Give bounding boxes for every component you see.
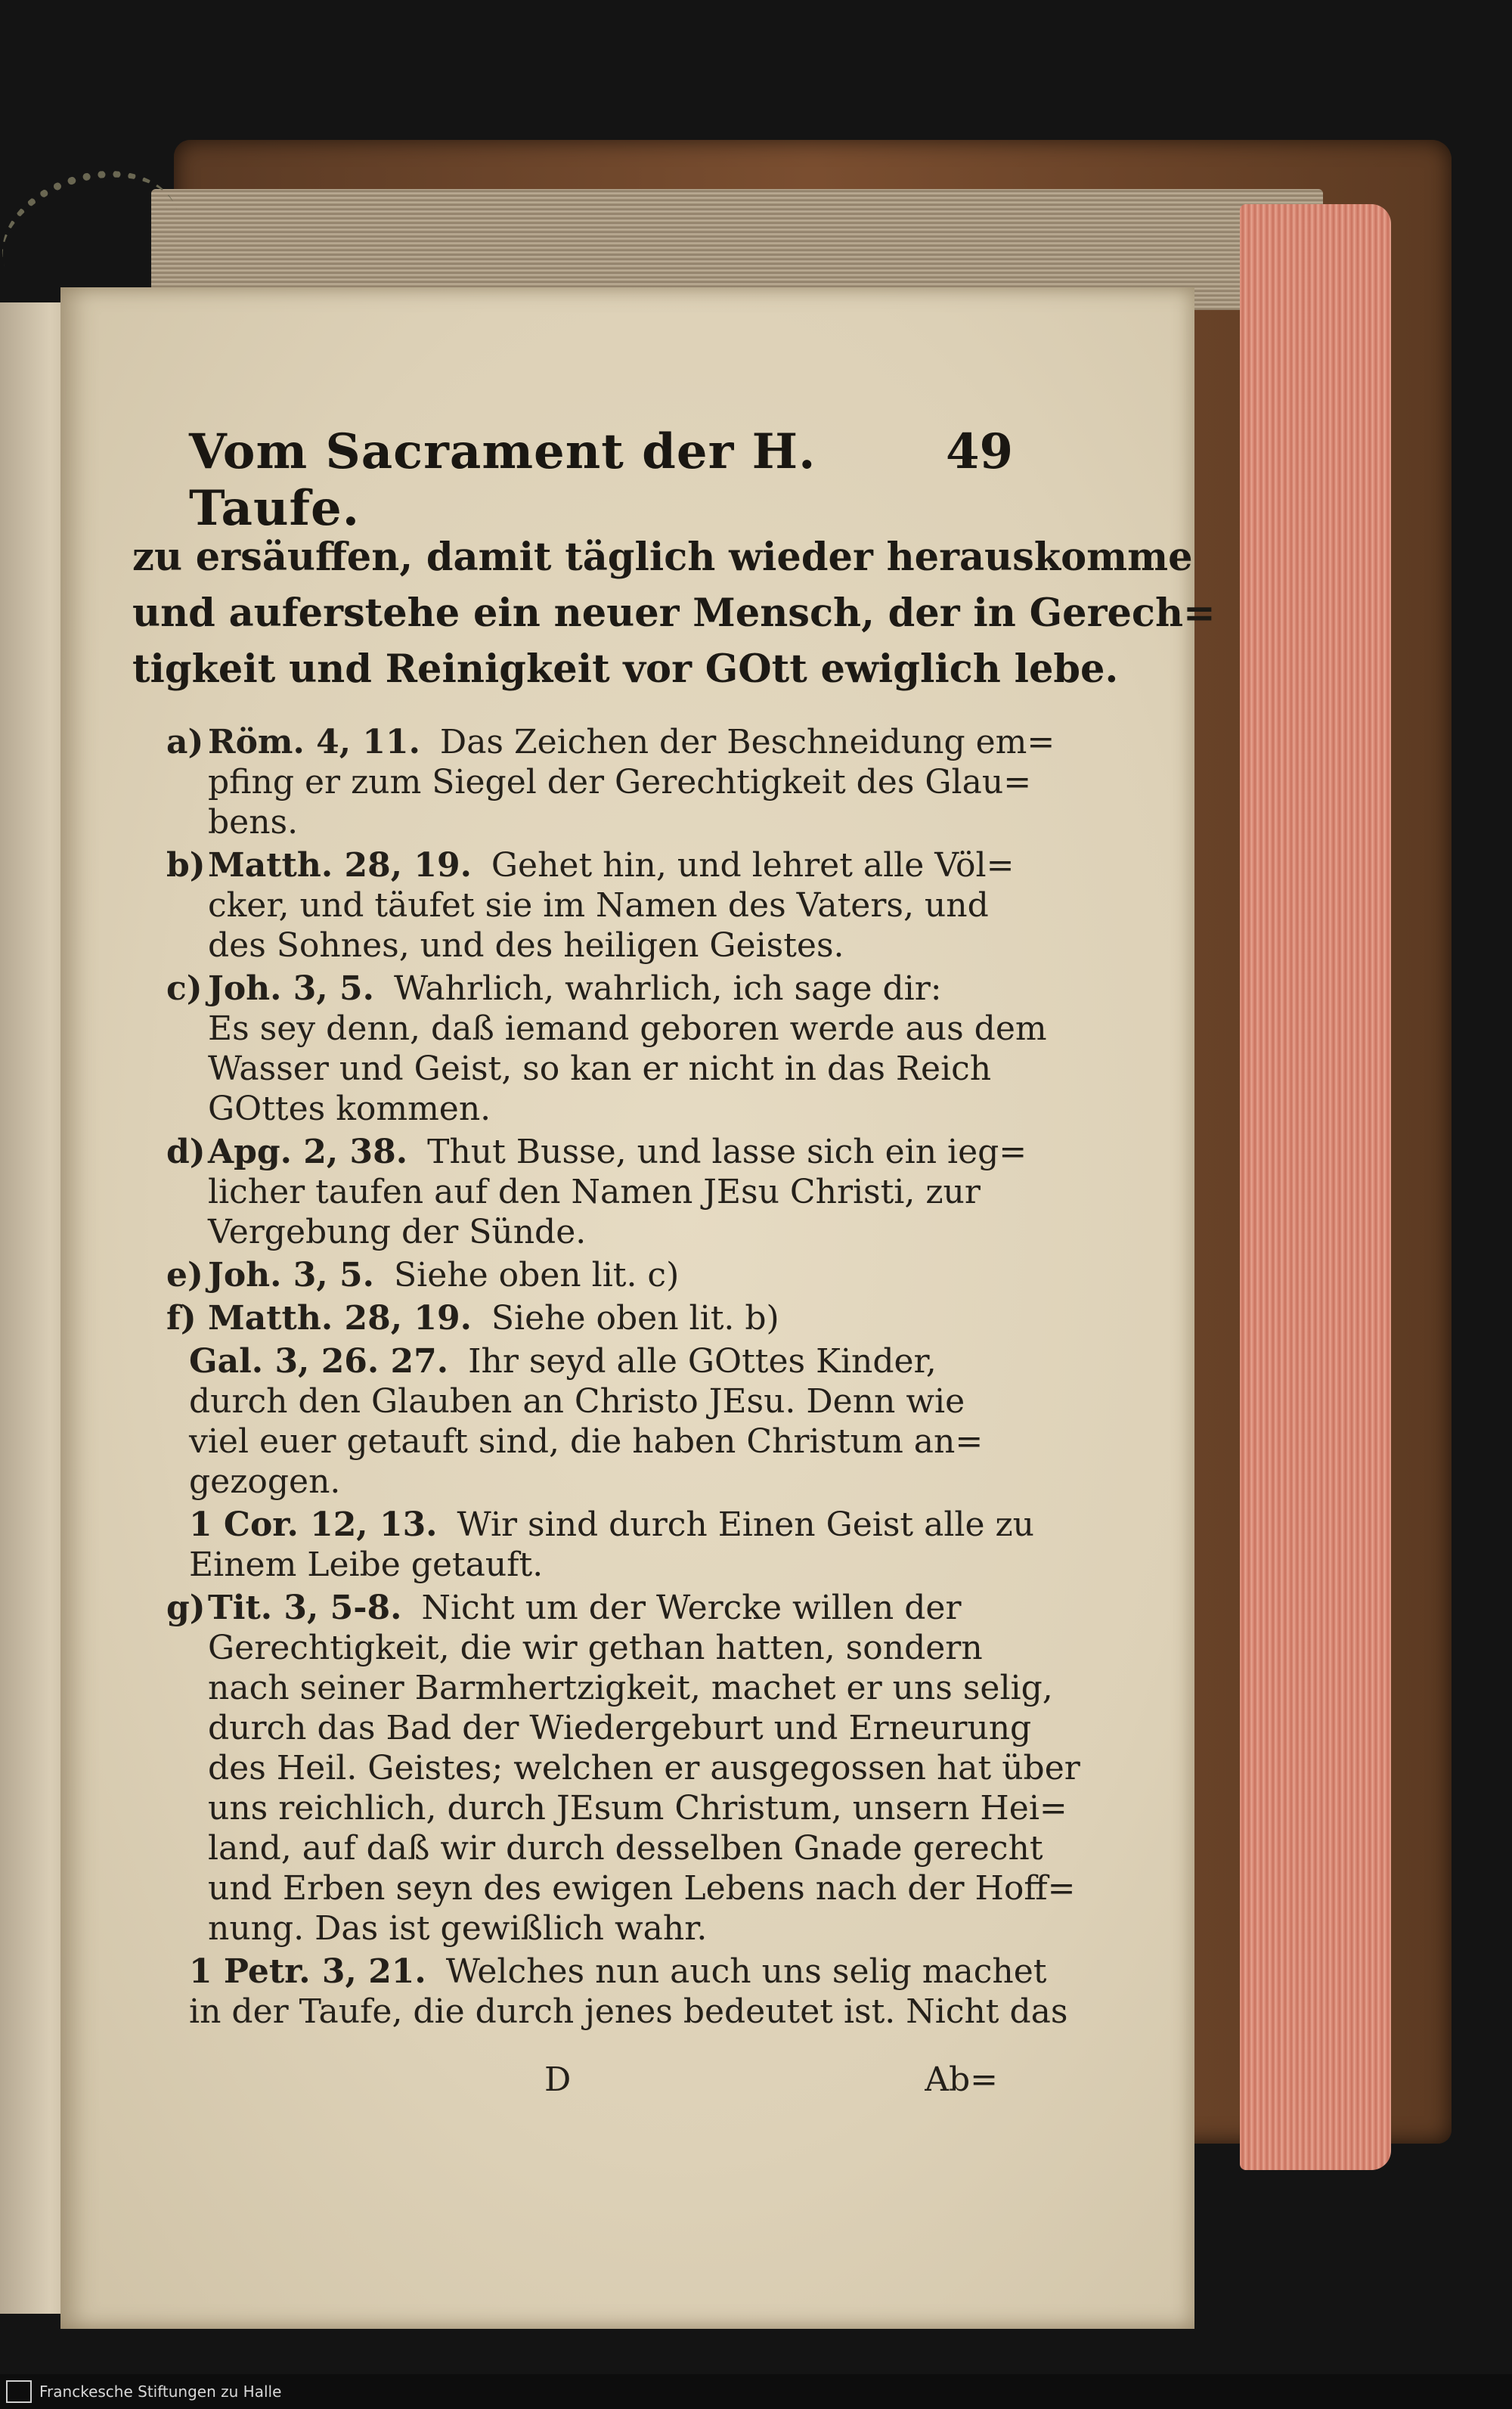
footnote-text: [208, 722, 1055, 842]
footnote-line-text: Vergebung der Sünde.: [208, 1213, 587, 1251]
archive-caption-bar: [0, 2374, 1512, 2409]
footnote: [189, 1341, 1021, 1502]
footnote-line-text: licher taufen auf den Namen JEsu Christi, zur: [208, 1173, 981, 1211]
signature-mark: D: [544, 2060, 572, 2099]
footnote-line: [208, 1212, 1027, 1252]
footnote-line-text: Wahrlich, wahrlich, ich sage dir:: [393, 969, 942, 1008]
page-footer: [544, 2060, 998, 2099]
footnote-line: [208, 1828, 1080, 1868]
scripture-reference: 1 Cor. 12, 13.: [189, 1505, 438, 1544]
archive-caption: Franckesche Stiftungen zu Halle: [39, 2383, 282, 2401]
footnote-line: [208, 1588, 1080, 1628]
footnote-line: [208, 1788, 1080, 1828]
footnote-line-text: viel euer getauft sind, die haben Christum an=: [189, 1422, 984, 1461]
footnote-line-text: des Heil. Geistes; welchen er ausgegossen hat über: [208, 1749, 1080, 1787]
footnote-line: [208, 1708, 1080, 1748]
footnote-marker: a): [166, 723, 204, 761]
footnote-text: [208, 969, 1047, 1129]
footnote-line-text: nung. Das ist gewißlich wahr.: [208, 1909, 708, 1948]
footnote-line-text: in der Taufe, die durch jenes bedeutet ist. Nicht das: [189, 1992, 1068, 2031]
footnote: [166, 1132, 1027, 1252]
footnote-line-text: Gehet hin, und lehret alle Völ=: [491, 846, 1015, 885]
footnote-line-text: Siehe oben lit. b): [491, 1299, 779, 1338]
footnote-line-text: Wir sind durch Einen Geist alle zu: [457, 1505, 1035, 1544]
footnote-line: [208, 969, 1047, 1009]
footnote-line: [208, 1668, 1080, 1708]
footnote-line-text: bens.: [208, 803, 299, 842]
footnote-line-text: Nicht um der Wercke willen der: [421, 1589, 962, 1627]
footnote-line: [208, 1748, 1080, 1788]
footnote-line-text: land, auf daß wir durch desselben Gnade gerecht: [208, 1829, 1043, 1868]
footnote-marker: c): [166, 969, 203, 1008]
catchword: Ab=: [925, 2060, 998, 2099]
footnote-line: [189, 1505, 1034, 1545]
scripture-reference: Apg. 2, 38.: [208, 1133, 408, 1171]
footnote-line: [189, 1341, 1021, 1381]
footnote-line: [189, 1992, 1067, 2032]
footnote-line: [208, 925, 1021, 966]
intro-line: zu ersäuffen, damit täglich wieder herauskomme: [132, 535, 1193, 580]
footnote-line-text: Das Zeichen der Beschneidung em=: [439, 723, 1055, 761]
footnote-text: [208, 845, 1021, 966]
intro-line: und auferstehe ein neuer Mensch, der in Gerech=: [132, 591, 1216, 636]
footnote-line-text: Welches nun auch uns selig machet: [445, 1952, 1047, 1991]
footnote-line-text: Es sey denn, daß iemand geboren werde aus dem: [208, 1009, 1047, 1048]
footnote-line-text: durch das Bad der Wiedergeburt und Erneurung: [208, 1709, 1032, 1747]
footnote-line-text: durch den Glauben an Christo JEsu. Denn wie: [189, 1382, 965, 1421]
footnote-text: [208, 1298, 1021, 1338]
footnote-line-text: nach seiner Barmhertzigkeit, machet er uns selig,: [208, 1669, 1053, 1707]
scripture-reference: Matth. 28, 19.: [208, 1299, 472, 1338]
scripture-reference: Röm. 4, 11.: [208, 723, 420, 761]
footnote-line-text: Einem Leibe getauft.: [189, 1546, 544, 1584]
scripture-reference: Joh. 3, 5.: [208, 969, 374, 1008]
footnote-line-text: uns reichlich, durch JEsum Christum, unsern Hei=: [208, 1789, 1067, 1828]
footnote-text: [208, 1132, 1027, 1252]
footnote-line: [208, 1868, 1080, 1908]
footnote-marker: g): [166, 1589, 206, 1627]
footnote: [189, 1952, 1068, 2032]
footnotes: [166, 722, 1080, 2035]
intro-paragraph: [132, 529, 1216, 697]
footnote-line: [208, 1255, 1021, 1295]
footnote: [166, 1255, 1021, 1295]
footnote-line-text: Ihr seyd alle GOttes Kinder,: [468, 1342, 937, 1381]
footnote-text: [189, 1952, 1067, 2032]
footnote-line: [208, 1298, 1021, 1338]
scripture-reference: Gal. 3, 26. 27.: [189, 1342, 449, 1381]
book-fore-edge: [1240, 204, 1391, 2170]
footnote-line: [208, 762, 1055, 802]
footnote-line: [208, 722, 1055, 762]
footnote: [166, 845, 1021, 966]
footnote-line: [189, 1381, 1021, 1422]
footnote-line-text: Thut Busse, und lasse sich ein ieg=: [427, 1133, 1027, 1171]
footnote-line: [208, 1049, 1047, 1089]
footnote-marker: d): [166, 1133, 206, 1171]
footnote: [166, 969, 1047, 1129]
footnote-text: [189, 1505, 1034, 1585]
intro-line: tigkeit und Reinigkeit vor GOtt ewiglich lebe.: [132, 646, 1119, 692]
footnote-marker: e): [166, 1256, 203, 1294]
scripture-reference: 1 Petr. 3, 21.: [189, 1952, 426, 1991]
scripture-reference: Matth. 28, 19.: [208, 846, 472, 885]
footnote-line: [208, 1172, 1027, 1212]
footnote-line: [208, 1089, 1047, 1129]
scripture-reference: Joh. 3, 5.: [208, 1256, 374, 1294]
institution-logo-icon: [6, 2380, 32, 2403]
footnote-line-text: GOttes kommen.: [208, 1090, 491, 1128]
footnote-line: [208, 1908, 1080, 1949]
footnote-line-text: Siehe oben lit. c): [393, 1256, 680, 1294]
footnote-text: [189, 1341, 1021, 1502]
footnote-line-text: pfing er zum Siegel der Gerechtigkeit des Glau=: [208, 763, 1032, 801]
footnote-line-text: Wasser und Geist, so kan er nicht in das Reich: [208, 1049, 992, 1088]
footnote-line-text: gezogen.: [189, 1462, 341, 1501]
page-number: 49: [945, 423, 1013, 480]
footnote: [189, 1505, 1035, 1585]
footnote-line: [189, 1545, 1034, 1585]
footnote-line-text: des Sohnes, und des heiligen Geistes.: [208, 926, 844, 965]
footnote-line: [208, 1009, 1047, 1049]
footnote-line: [208, 1628, 1080, 1668]
footnote-marker: b): [166, 846, 206, 885]
footnote-line-text: cker, und täufet sie im Namen des Vaters, und: [208, 886, 989, 925]
footnote-line: [189, 1422, 1021, 1462]
footnote-text: [208, 1588, 1080, 1949]
page-title: Vom Sacrament der H. Taufe.: [189, 423, 816, 537]
running-header: [189, 423, 1013, 537]
footnote-line: [189, 1462, 1021, 1502]
footnote-marker: f): [166, 1299, 197, 1338]
footnote-line: [189, 1952, 1067, 1992]
scripture-reference: Tit. 3, 5-8.: [208, 1589, 402, 1627]
footnote-line-text: Gerechtigkeit, die wir gethan hatten, sondern: [208, 1629, 983, 1667]
footnote-line: [208, 1132, 1027, 1172]
footnote-line: [208, 885, 1021, 925]
footnote-text: [208, 1255, 1021, 1295]
footnote: [166, 722, 1055, 842]
footnote: [166, 1298, 1021, 1338]
footnote: [166, 1588, 1080, 1949]
footnote-line: [208, 802, 1055, 842]
footnote-line-text: und Erben seyn des ewigen Lebens nach der Hoff=: [208, 1869, 1076, 1908]
footnote-line: [208, 845, 1021, 885]
